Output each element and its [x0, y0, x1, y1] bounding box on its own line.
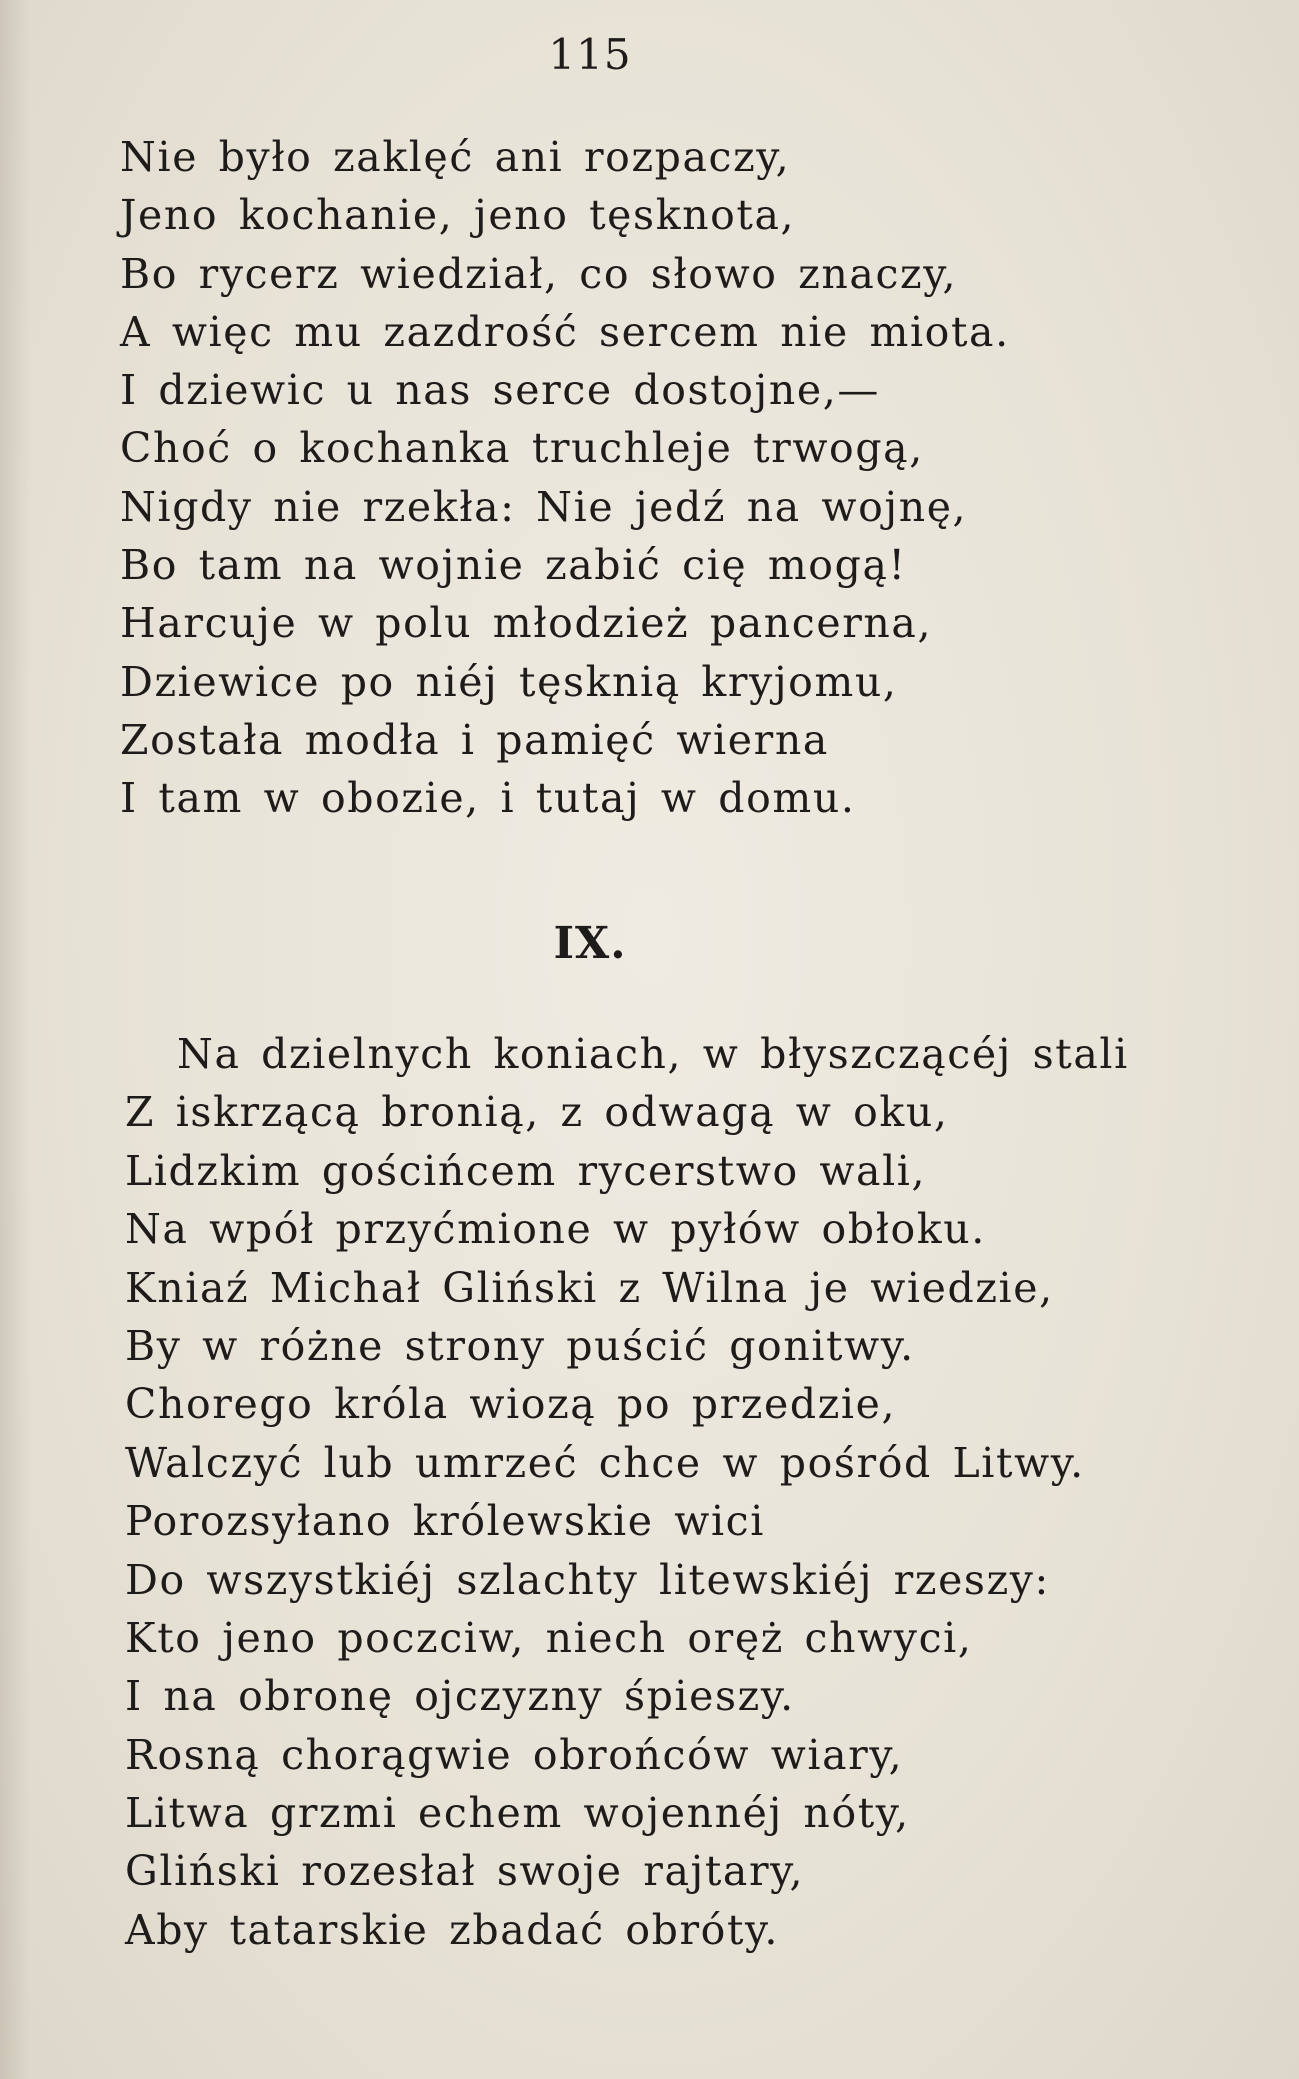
section-heading: IX. [553, 918, 627, 969]
verse-line: Porozsyłano królewskie wici [125, 1497, 765, 1546]
verse-line: Rosną chorągwie obrońców wiary, [125, 1730, 904, 1779]
verse-line: I na obronę ojczyzny śpieszy. [125, 1672, 795, 1721]
page-number: 115 [548, 30, 632, 79]
verse-line: Harcuje w polu młodzież pancerna, [120, 599, 933, 648]
verse-line: Aby tatarskie zbadać obróty. [125, 1905, 779, 1954]
verse-line: Choć o kochanka truchleje trwogą, [120, 424, 924, 473]
verse-line: I dziewic u nas serce dostojne,— [120, 366, 880, 415]
verse-line: Kto jeno poczciw, niech oręż chwyci, [125, 1613, 973, 1662]
verse-line: Litwa grzmi echem wojennéj nóty, [125, 1789, 910, 1838]
verse-line: Walczyć lub umrzeć chce w pośród Litwy. [125, 1438, 1085, 1487]
verse-line: Kniaź Michał Gliński z Wilna je wiedzie, [125, 1263, 1054, 1312]
verse-line: Chorego króla wiozą po przedzie, [125, 1380, 897, 1429]
verse-line: Bo rycerz wiedział, co słowo znaczy, [120, 249, 958, 298]
stanza-2 [125, 1025, 1129, 1959]
verse-line: Lidzkim gościńcem rycerstwo wali, [125, 1146, 927, 1195]
verse-line: Jeno kochanie, jeno tęsknota, [120, 191, 796, 240]
verse-line: Z iskrzącą bronią, z odwagą w oku, [125, 1088, 949, 1137]
verse-line: Dziewice po niéj tęsknią kryjomu, [120, 657, 898, 706]
verse-line: Została modła i pamięć wierna [120, 715, 829, 764]
verse-line: By w różne strony puścić gonitwy. [125, 1321, 915, 1370]
verse-line: A więc mu zazdrość sercem nie miota. [120, 307, 1010, 356]
verse-line: Do wszystkiéj szlachty litewskiéj rzeszy: [125, 1555, 1050, 1604]
verse-line: Gliński rozesłał swoje rajtary, [125, 1847, 805, 1896]
verse-line: Na wpół przyćmione w pyłów obłoku. [125, 1205, 986, 1254]
stanza-1 [120, 128, 1010, 828]
verse-line: Nie było zaklęć ani rozpaczy, [120, 133, 791, 181]
verse-line: Bo tam na wojnie zabić cię mogą! [120, 541, 907, 590]
verse-line: Nigdy nie rzekła: Nie jedź na wojnę, [120, 482, 968, 531]
verse-line: I tam w obozie, i tutaj w domu. [120, 774, 856, 823]
verse-line: Na dzielnych koniach, w błyszczącéj stali [177, 1030, 1129, 1078]
